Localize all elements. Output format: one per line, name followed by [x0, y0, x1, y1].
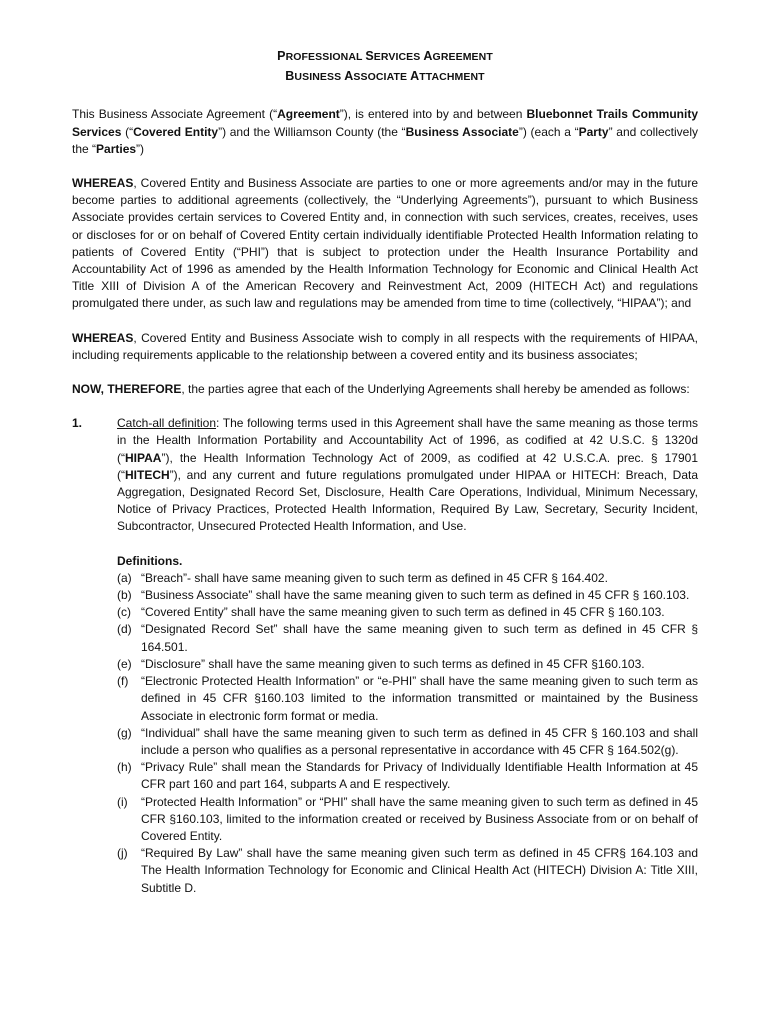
definitions-heading: Definitions. — [117, 553, 183, 568]
definition-item: (g) “Individual” shall have the same meaning given to such term as defined in 45 CFR § 160.103 and shall include a person who qualifies as a personal representative in accordance with 45 CFR § 164.502(g). — [117, 725, 698, 757]
definition-item: (c) “Covered Entity” shall have the same meaning given to such term as defined in 45 CFR § 160.103. — [117, 605, 665, 620]
section-1-body: Catch-all definition: The following terms used in this Agreement shall have the same meaning as those terms in the Health Information Portability and Accountability Act of 1996, as codified at 42 U.S.C. § 1320d (“HIPAA”), the Health Information Technology Act of 2009, as codified at 42 U.S.C.A. prec. § 17901 (“HITECH”), and any current and future regulations promulgated under HIPAA or HITECH: Breach, Data Aggregation, Designated Record Set, Disclosure, Health Care Operations, Individual, Minimum Necessary, Notice of Privacy Practices, Protected Health Information, Required By Law, Secretary, Security Incident, Subcontractor, Unsecured Protected Health Information, and Use. — [117, 416, 699, 534]
definition-item: (h) “Privacy Rule” shall mean the Standards for Privacy of Individually Identifiable Health Information at 45 CFR part 160 and part 164, subparts A and E respectively. — [117, 760, 698, 792]
document-page — [72, 44, 698, 897]
section-1 — [72, 415, 698, 535]
definition-item: (j) “Required By Law” shall have the same meaning given such term as defined in 45 CFR§ 164.103 and The Health Information Technology for Economic and Clinical Health Act (HITECH) Division A: Title XIII, Subtitle D. — [117, 846, 698, 895]
document-title: PROFESSIONAL SERVICES AGREEMENT — [277, 49, 493, 63]
definitions-list — [117, 553, 698, 897]
section-heading: Catch-all definition — [117, 416, 217, 431]
definition-item: (e) “Disclosure” shall have the same meaning given to such terms as defined in 45 CFR §160.103. — [117, 656, 645, 671]
definition-item: (d) “Designated Record Set” shall have the same meaning given to such term as defined in 45 CFR § 164.501. — [117, 622, 698, 654]
whereas-paragraph-2: WHEREAS, Covered Entity and Business Associate wish to comply in all respects with the requirements of HIPAA, including requirements applicable to the relationship between a covered entity and its business associates; — [72, 330, 698, 362]
whereas-paragraph-1: WHEREAS, Covered Entity and Business Associate are parties to one or more agreements and/or may in the future become parties to additional agreements (collectively, the “Underlying Agreements”), pursuant to which Business Associate provides certain services to Covered Entity and, in connection with such services, creates, receives, uses or discloses for or on behalf of Covered Entity certain individually identifiable Protected Health Information relating to patients of Covered Entity (“PHI”) that is subject to protection under the Health Insurance Portability and Accountability Act of 1996 as amended by the Health Information Technology for Economic and Clinical Health Act Title XIII of Division A of the American Recovery and Reinvestment Act, 2009 (HITECH Act) and regulations promulgated there under, as such law and regulations may be amended from time to time (collectively, “HIPAA”); and — [72, 176, 698, 311]
definition-item: (b) “Business Associate” shall have the same meaning given to such term as defined in 45 CFR § 160.103. — [117, 588, 690, 603]
intro-paragraph: This Business Associate Agreement (“Agreement”), is entered into by and between Bluebonnet Trails Community Services (“Covered Entity”) and the Williamson County (the “Business Associate”) (each a “Party” and collectively the “Parties”) — [72, 107, 698, 156]
definition-item: (f) “Electronic Protected Health Information” or “e-PHI” shall have the same meaning given to such term as defined in 45 CFR §160.103 limited to the information transmitted or maintained by the Business Associate in electronic form format or media. — [117, 674, 698, 723]
definition-item: (i) “Protected Health Information” or “PHI” shall have the same meaning given to such term as defined in 45 CFR §160.103, limited to the information created or received by Business Associate from or on behalf of Covered Entity. — [117, 794, 698, 843]
now-therefore-paragraph: NOW, THEREFORE, the parties agree that each of the Underlying Agreements shall hereby be amended as follows: — [72, 382, 690, 397]
document-subtitle: BUSINESS ASSOCIATE ATTACHMENT — [285, 69, 485, 84]
section-number: 1. — [72, 416, 83, 431]
definition-item: (a) “Breach”- shall have same meaning given to such term as defined in 45 CFR § 164.402. — [117, 570, 608, 585]
